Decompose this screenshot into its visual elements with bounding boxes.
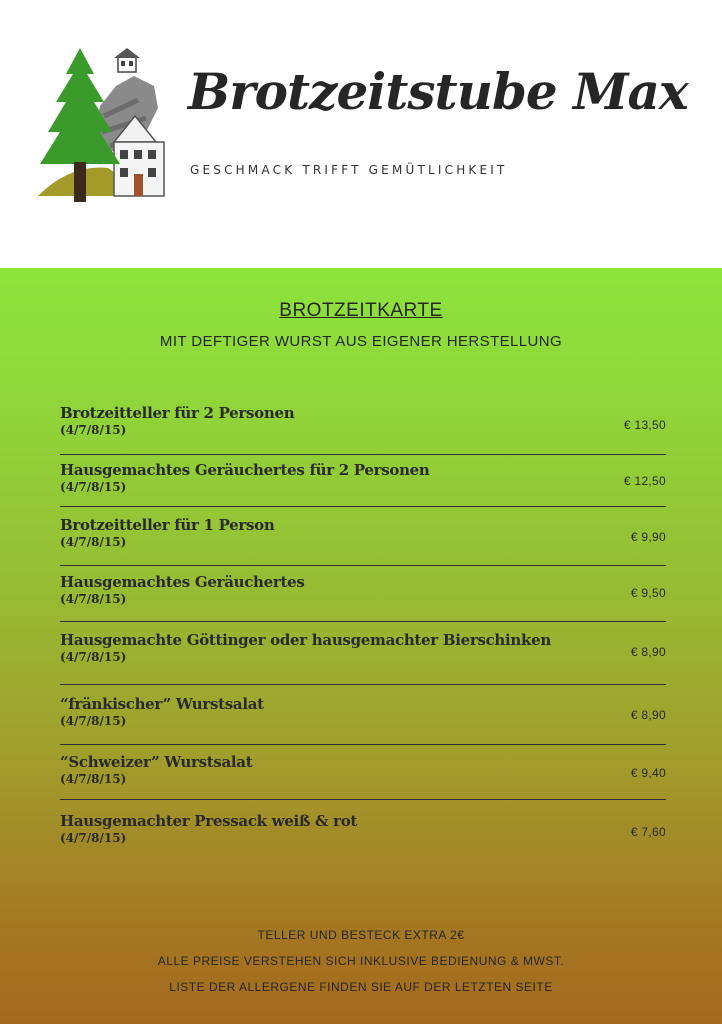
logo-illustration	[30, 46, 180, 206]
footer-note-allergens: LISTE DER ALLERGENE FINDEN SIE AUF DER LETZTEN SEITE	[169, 980, 553, 994]
item-allergens: (4/7/8/15)	[60, 592, 127, 606]
menu-item	[60, 461, 666, 494]
item-allergens: (4/7/8/15)	[60, 423, 127, 437]
menu-item	[60, 404, 666, 437]
item-allergens: (4/7/8/15)	[60, 831, 127, 845]
item-price: € 9,50	[630, 586, 666, 600]
item-name: “fränkischer” Wurstsalat	[60, 695, 264, 713]
menu-item	[60, 573, 666, 606]
menu-subtitle: MIT DEFTIGER WURST AUS EIGENER HERSTELLUNG	[159, 333, 563, 350]
menu-item	[60, 516, 666, 549]
item-allergens: (4/7/8/15)	[60, 714, 127, 728]
item-name: Hausgemachte Göttinger oder hausgemachter Bierschinken	[60, 631, 551, 649]
item-allergens: (4/7/8/15)	[60, 535, 127, 549]
footer-note-cutlery: TELLER UND BESTECK EXTRA 2€	[257, 928, 465, 942]
menu-item	[60, 631, 666, 664]
divider	[60, 454, 666, 455]
item-allergens: (4/7/8/15)	[60, 772, 127, 786]
menu-title: BROTZEITKARTE	[279, 300, 443, 321]
header	[0, 0, 722, 268]
item-allergens: (4/7/8/15)	[60, 650, 127, 664]
item-name: Brotzeitteller für 1 Person	[60, 516, 275, 534]
item-price: € 8,90	[630, 645, 666, 659]
item-price: € 9,40	[630, 766, 666, 780]
menu-item	[60, 695, 666, 728]
divider	[60, 506, 666, 507]
item-name: “Schweizer” Wurstsalat	[60, 753, 253, 771]
divider	[60, 684, 666, 685]
item-price: € 12,50	[623, 474, 666, 488]
item-price: € 8,90	[630, 708, 666, 722]
item-price: € 9,90	[630, 530, 666, 544]
tower-shape	[118, 56, 136, 72]
item-price: € 7,60	[630, 825, 666, 839]
divider	[60, 799, 666, 800]
item-name: Hausgemachtes Geräuchertes	[60, 573, 305, 591]
item-name: Brotzeitteller für 2 Personen	[60, 404, 295, 422]
footer-note-prices: ALLE PREISE VERSTEHEN SICH INKLUSIVE BEDIENUNG & MWST.	[157, 954, 565, 968]
item-price: € 13,50	[623, 418, 666, 432]
divider	[60, 565, 666, 566]
item-allergens: (4/7/8/15)	[60, 480, 127, 494]
brand-name: Brotzeitstube Max	[188, 62, 688, 121]
brand-tagline: GESCHMACK TRIFFT GEMÜTLICHKEIT	[190, 163, 508, 177]
item-name: Hausgemachter Pressack weiß & rot	[60, 812, 358, 830]
menu-item	[60, 812, 666, 845]
divider	[60, 621, 666, 622]
divider	[60, 744, 666, 745]
tree-trunk	[74, 162, 86, 202]
menu-item	[60, 753, 666, 786]
item-name: Hausgemachtes Geräuchertes für 2 Personen	[60, 461, 430, 479]
menu-section	[0, 268, 722, 1024]
